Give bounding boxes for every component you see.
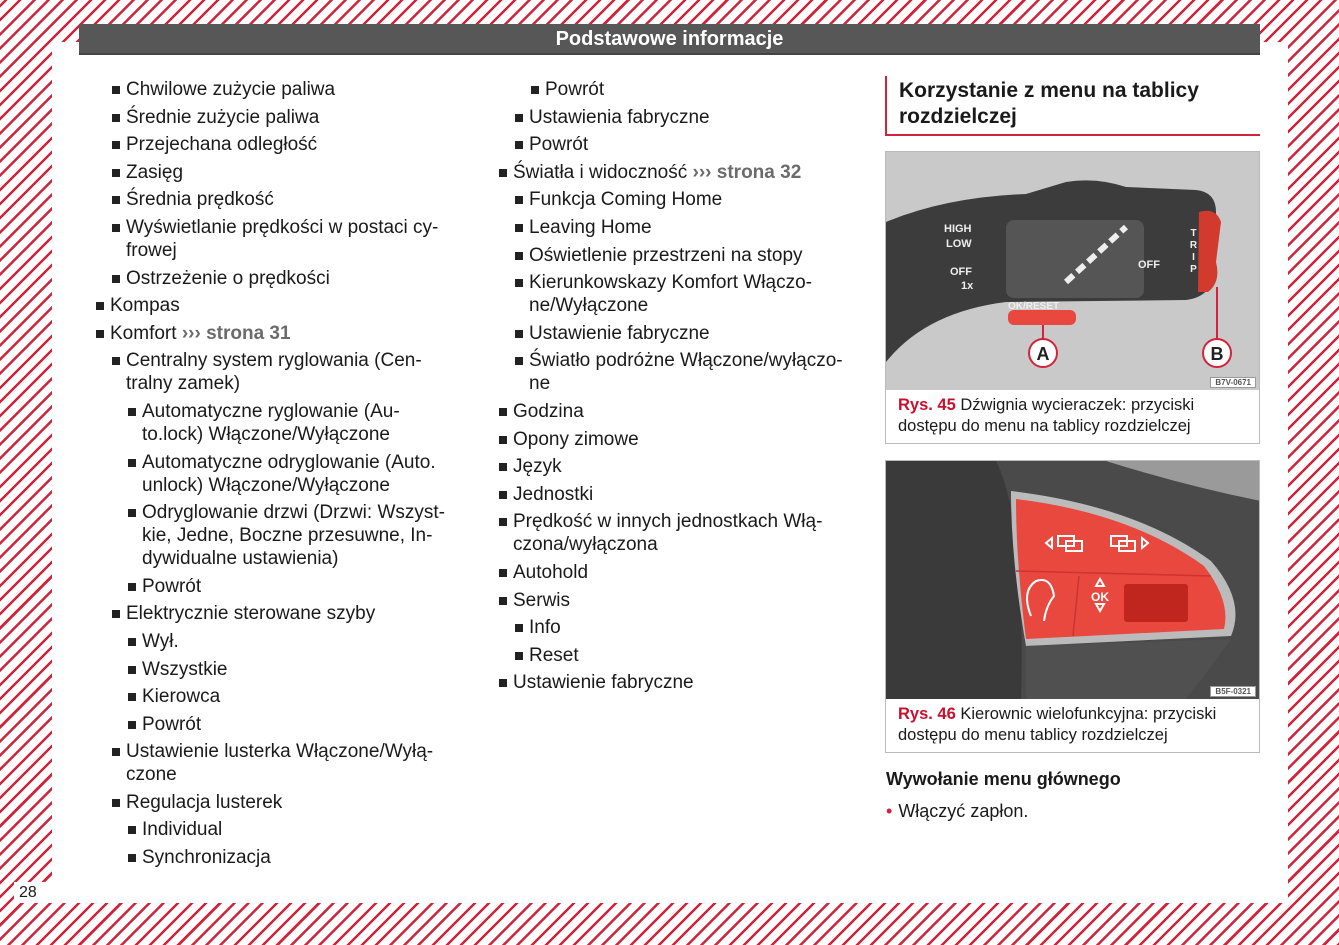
list-item-text: Individual — [142, 819, 223, 841]
list-item-text: Język — [513, 456, 562, 478]
list-item-text: Przejechana odległość — [126, 134, 318, 156]
figure-caption — [886, 390, 1259, 443]
list-item-text: Elektrycznie sterowane szyby — [126, 603, 376, 625]
list-item — [529, 133, 869, 156]
list-item-text: Światła i widoczność — [513, 161, 693, 183]
list-item-text: Wył. — [142, 630, 179, 652]
list-item — [529, 644, 869, 667]
list-item-text: Automatyczne ryglowanie (Au- to.lock) Włączone/Wyłączone — [142, 400, 400, 445]
steering-wheel-buttons-image — [886, 461, 1259, 699]
list-item — [126, 791, 476, 814]
figure-label: Rys. 46 — [898, 705, 956, 723]
list-item — [126, 267, 476, 290]
list-item-text: Automatyczne odryglowanie (Auto. unlock) Włączone/Wyłączone — [142, 451, 436, 496]
list-item-text: Leaving Home — [529, 216, 652, 238]
label-high: HIGH — [944, 223, 972, 235]
list-item-text: Synchronizacja — [142, 847, 271, 869]
list-item-text: Zasięg — [126, 161, 184, 183]
list-item-text: Powrót — [142, 713, 202, 735]
list-item — [513, 510, 869, 556]
section-header: Podstawowe informacje — [79, 24, 1260, 55]
list-item-text: Prędkość w innych jednostkach Włą- czona/wyłączona — [513, 511, 823, 556]
list-item — [110, 322, 476, 345]
label-trip: TRIP — [1188, 228, 1199, 276]
list-item-text: Jednostki — [513, 483, 594, 505]
list-item-text: Powrót — [545, 79, 605, 100]
list-item-text: Centralny system ryglowania (Cen- tralny zamek) — [126, 350, 422, 395]
page-reference-link[interactable]: ››› strona 32 — [692, 161, 802, 183]
label-ok-reset: OK/RESET — [1008, 301, 1060, 312]
list-item-text: Kompas — [110, 295, 180, 317]
list-item-text: Opony zimowe — [513, 428, 639, 450]
caption-text: Kierownic wielofunkcyjna: przyciski dostępu do menu tablicy rozdzielczej — [898, 705, 1217, 744]
list-item — [513, 400, 869, 423]
list-item — [126, 740, 476, 786]
list-item-text: Kierunkowskazy Komfort Włączo- ne/Wyłączone — [529, 272, 812, 317]
figure-caption — [886, 699, 1259, 752]
list-item — [142, 451, 476, 497]
menu-list-column-1 — [96, 78, 476, 874]
label-off-rear: OFF — [1138, 259, 1160, 271]
list-item — [142, 818, 476, 841]
wiper-lever-image — [886, 152, 1259, 390]
list-item — [142, 400, 476, 446]
list-item — [126, 188, 476, 211]
menu-list-column-2 — [499, 78, 869, 699]
list-item — [513, 561, 869, 584]
list-item-text: Wszystkie — [142, 658, 228, 680]
list-item — [126, 106, 476, 129]
label-off: OFF — [950, 266, 972, 278]
list-item-text: Serwis — [513, 589, 571, 611]
label-1x: 1x — [961, 280, 974, 292]
list-item-text: Autohold — [513, 561, 589, 583]
list-item — [142, 575, 476, 598]
list-item-text: Średnie zużycie paliwa — [126, 106, 320, 128]
list-item-text: Oświetlenie przestrzeni na stopy — [529, 244, 803, 266]
step-text: Włączyć zapłon. — [898, 801, 1029, 821]
list-item-text: Powrót — [529, 134, 589, 156]
list-item — [545, 78, 869, 101]
list-item-text: Ustawienie lusterka Włączone/Wyłą- czone — [126, 741, 434, 786]
list-item-text: Godzina — [513, 400, 584, 422]
list-item — [513, 161, 869, 184]
list-item — [513, 483, 869, 506]
bullet-icon: • — [886, 801, 893, 821]
list-item — [529, 106, 869, 129]
list-item — [142, 713, 476, 736]
list-item — [529, 322, 869, 345]
list-item-text: Wyświetlanie prędkości w postaci cy- frowej — [126, 216, 439, 261]
list-item-text: Ustawienia fabryczne — [529, 106, 710, 128]
callout-b: B — [1210, 344, 1224, 364]
list-item-text: Powrót — [142, 575, 202, 597]
list-item-text: Światło podróżne Włączone/wyłączo- ne — [529, 350, 843, 395]
list-item — [529, 244, 869, 267]
list-item — [529, 349, 869, 395]
callout-a: A — [1036, 344, 1050, 364]
list-item-text: Ustawienie fabryczne — [529, 322, 710, 344]
figure-code: B7V-0671 — [1210, 377, 1256, 388]
list-item — [126, 161, 476, 184]
list-item — [529, 616, 869, 639]
list-item-text: Odryglowanie drzwi (Drzwi: Wszyst- kie, Jedne, Boczne przesuwne, In- dywidualne ustawienia) — [142, 502, 445, 570]
list-item — [529, 216, 869, 239]
caption-text: Dźwignia wycieraczek: przyciski dostępu do menu na tablicy rozdzielczej — [898, 396, 1195, 435]
list-item — [529, 188, 869, 211]
figure-code: B5F-0321 — [1210, 686, 1256, 697]
list-item — [126, 133, 476, 156]
list-item — [126, 78, 476, 101]
list-item-text: Komfort — [110, 322, 182, 344]
list-item — [126, 216, 476, 262]
list-item-text: Info — [529, 617, 561, 639]
figure-45 — [885, 151, 1260, 444]
page-number: 28 — [14, 882, 52, 903]
step-item — [886, 801, 1028, 822]
list-item-text: Chwilowe zużycie paliwa — [126, 79, 336, 100]
list-item — [513, 428, 869, 451]
subheading: Wywołanie menu głównego — [886, 769, 1121, 789]
list-item — [142, 846, 476, 869]
list-item-text: Regulacja lusterek — [126, 791, 283, 813]
list-item — [142, 685, 476, 708]
list-item-text: Funkcja Coming Home — [529, 189, 723, 211]
list-item — [142, 658, 476, 681]
list-item-text: Ustawienie fabryczne — [513, 672, 694, 694]
list-item — [126, 602, 476, 625]
list-item — [142, 630, 476, 653]
list-item-text: Kierowca — [142, 686, 221, 708]
list-item — [513, 671, 869, 694]
list-item-text: Ostrzeżenie o prędkości — [126, 267, 330, 289]
page-reference-link[interactable]: ››› strona 31 — [181, 322, 291, 344]
section-heading: Korzystanie z menu na tablicy rozdzielczej — [885, 76, 1260, 136]
list-item — [513, 455, 869, 478]
list-item — [142, 501, 476, 570]
figure-label: Rys. 45 — [898, 396, 956, 414]
list-item-text: Reset — [529, 644, 579, 666]
list-item — [110, 294, 476, 317]
list-item — [529, 271, 869, 317]
label-ok: OK — [1091, 590, 1109, 604]
list-item — [513, 589, 869, 612]
label-low: LOW — [946, 238, 972, 250]
list-item-text: Średnia prędkość — [126, 189, 274, 211]
list-item — [126, 349, 476, 395]
figure-46 — [885, 460, 1260, 753]
